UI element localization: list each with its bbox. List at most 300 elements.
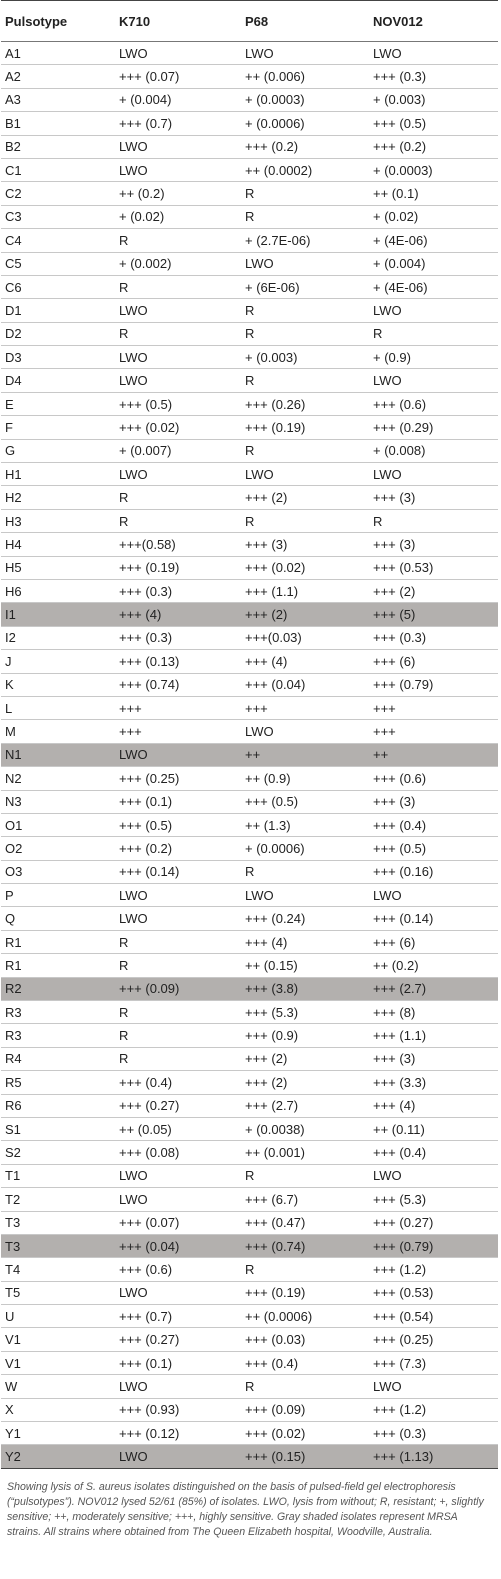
pulsotype-cell: S1 [1, 1117, 115, 1140]
pulsotype-cell: F [1, 416, 115, 439]
nov012-cell: +++ (0.3) [369, 1422, 498, 1445]
nov012-cell: +++ [369, 696, 498, 719]
table-row [1, 579, 498, 602]
k710-cell: +++ (0.02) [115, 416, 241, 439]
table-row [1, 1047, 498, 1070]
nov012-cell: ++ [369, 743, 498, 766]
k710-cell: + (0.02) [115, 205, 241, 228]
k710-cell: LWO [115, 1375, 241, 1398]
p68-cell: ++ (0.15) [241, 954, 369, 977]
table-row [1, 1445, 498, 1468]
k710-cell: LWO [115, 463, 241, 486]
p68-cell: +++ (3.8) [241, 977, 369, 1000]
p68-cell: +++ (0.74) [241, 1234, 369, 1257]
p68-cell: + (0.0006) [241, 837, 369, 860]
k710-cell: LWO [115, 42, 241, 65]
k710-cell: +++ (0.6) [115, 1258, 241, 1281]
p68-cell: +++ (2) [241, 1071, 369, 1094]
table-row [1, 1422, 498, 1445]
k710-cell: R [115, 954, 241, 977]
k710-cell: +++ (0.5) [115, 392, 241, 415]
nov012-cell: +++ (0.79) [369, 673, 498, 696]
k710-cell: R [115, 1024, 241, 1047]
pulsotype-cell: D1 [1, 299, 115, 322]
table-row [1, 1211, 498, 1234]
k710-cell: +++ (0.07) [115, 65, 241, 88]
p68-cell: + (6E-06) [241, 275, 369, 298]
p68-cell: +++ (0.26) [241, 392, 369, 415]
p68-cell: +++ (4) [241, 650, 369, 673]
p68-cell: + (0.0003) [241, 88, 369, 111]
k710-cell: R [115, 229, 241, 252]
k710-cell: +++ (0.19) [115, 556, 241, 579]
table-row [1, 509, 498, 532]
table-row [1, 416, 498, 439]
k710-cell: +++ (0.27) [115, 1094, 241, 1117]
pulsotype-cell: L [1, 696, 115, 719]
k710-cell: LWO [115, 907, 241, 930]
p68-cell: + (2.7E-06) [241, 229, 369, 252]
k710-cell: LWO [115, 1188, 241, 1211]
table-row [1, 626, 498, 649]
nov012-cell: +++ (0.4) [369, 813, 498, 836]
p68-cell: R [241, 299, 369, 322]
nov012-cell: +++ (0.6) [369, 767, 498, 790]
p68-cell: +++ (0.4) [241, 1351, 369, 1374]
k710-cell: +++ [115, 696, 241, 719]
pulsotype-cell: V1 [1, 1328, 115, 1351]
k710-cell: +++ (0.25) [115, 767, 241, 790]
p68-cell: ++ (0.001) [241, 1141, 369, 1164]
table-row [1, 205, 498, 228]
k710-cell: R [115, 1001, 241, 1024]
table-row [1, 229, 498, 252]
k710-cell: + (0.004) [115, 88, 241, 111]
pulsotype-cell: O1 [1, 813, 115, 836]
pulsotype-cell: C5 [1, 252, 115, 275]
k710-cell: + (0.007) [115, 439, 241, 462]
pulsotype-cell: W [1, 1375, 115, 1398]
table-row [1, 696, 498, 719]
pulsotype-cell: Y2 [1, 1445, 115, 1468]
p68-cell: +++ (0.19) [241, 416, 369, 439]
k710-cell: LWO [115, 369, 241, 392]
nov012-cell: +++ [369, 720, 498, 743]
nov012-cell: + (0.004) [369, 252, 498, 275]
nov012-cell: + (4E-06) [369, 229, 498, 252]
nov012-cell: LWO [369, 1375, 498, 1398]
p68-cell: +++ (2) [241, 486, 369, 509]
k710-cell: R [115, 322, 241, 345]
nov012-cell: R [369, 509, 498, 532]
p68-cell: +++ (2) [241, 1047, 369, 1070]
pulsotype-cell: D4 [1, 369, 115, 392]
p68-cell: LWO [241, 42, 369, 65]
pulsotype-cell: R4 [1, 1047, 115, 1070]
table-row [1, 650, 498, 673]
pulsotype-cell: P [1, 884, 115, 907]
k710-cell: +++ (0.74) [115, 673, 241, 696]
pulsotype-cell: C6 [1, 275, 115, 298]
pulsotype-cell: I1 [1, 603, 115, 626]
nov012-cell: + (0.003) [369, 88, 498, 111]
nov012-cell: +++ (0.3) [369, 65, 498, 88]
table-row [1, 1305, 498, 1328]
nov012-cell: + (0.02) [369, 205, 498, 228]
pulsotype-cell: I2 [1, 626, 115, 649]
p68-cell: + (0.0006) [241, 112, 369, 135]
k710-cell: +++ (0.3) [115, 626, 241, 649]
k710-cell: +++ (0.3) [115, 579, 241, 602]
table-row [1, 1001, 498, 1024]
pulsotype-cell: E [1, 392, 115, 415]
p68-cell: +++ (3) [241, 533, 369, 556]
nov012-cell: +++ (0.6) [369, 392, 498, 415]
nov012-cell: +++ (0.16) [369, 860, 498, 883]
nov012-cell: +++ (0.53) [369, 1281, 498, 1304]
p68-cell: ++ (1.3) [241, 813, 369, 836]
p68-cell: R [241, 1258, 369, 1281]
pulsotype-cell: A1 [1, 42, 115, 65]
pulsotype-cell: C3 [1, 205, 115, 228]
table-row [1, 158, 498, 181]
p68-cell: +++ (0.03) [241, 1328, 369, 1351]
table-row [1, 299, 498, 322]
nov012-cell: +++ (1.2) [369, 1398, 498, 1421]
nov012-cell: LWO [369, 463, 498, 486]
table-row [1, 1024, 498, 1047]
nov012-cell: +++ (4) [369, 1094, 498, 1117]
table-row [1, 1234, 498, 1257]
pulsotype-cell: H6 [1, 579, 115, 602]
nov012-cell: +++ (0.79) [369, 1234, 498, 1257]
k710-cell: LWO [115, 743, 241, 766]
table-row [1, 907, 498, 930]
k710-cell: LWO [115, 1164, 241, 1187]
table-row [1, 463, 498, 486]
table-row [1, 88, 498, 111]
k710-cell: LWO [115, 884, 241, 907]
table-row [1, 1351, 498, 1374]
pulsotype-cell: V1 [1, 1351, 115, 1374]
pulsotype-cell: S2 [1, 1141, 115, 1164]
nov012-cell: +++ (6) [369, 650, 498, 673]
k710-cell: LWO [115, 158, 241, 181]
table-row [1, 392, 498, 415]
p68-cell: R [241, 860, 369, 883]
lysis-table [1, 0, 498, 1469]
k710-cell: +++ (0.1) [115, 1351, 241, 1374]
table-row [1, 112, 498, 135]
header-row [1, 1, 498, 42]
column-header-k710: K710 [115, 1, 241, 42]
table-row [1, 556, 498, 579]
p68-cell: +++ (6.7) [241, 1188, 369, 1211]
pulsotype-cell: R6 [1, 1094, 115, 1117]
table-row [1, 1281, 498, 1304]
nov012-cell: LWO [369, 369, 498, 392]
k710-cell: +++ (0.08) [115, 1141, 241, 1164]
nov012-cell: ++ (0.2) [369, 954, 498, 977]
p68-cell: R [241, 1164, 369, 1187]
pulsotype-cell: H5 [1, 556, 115, 579]
nov012-cell: +++ (1.13) [369, 1445, 498, 1468]
pulsotype-cell: R1 [1, 954, 115, 977]
p68-cell: ++ (0.006) [241, 65, 369, 88]
p68-cell: +++ (0.04) [241, 673, 369, 696]
pulsotype-cell: H4 [1, 533, 115, 556]
p68-cell: +++ [241, 696, 369, 719]
nov012-cell: +++ (3.3) [369, 1071, 498, 1094]
table-row [1, 1117, 498, 1140]
table-row [1, 790, 498, 813]
nov012-cell: +++ (3) [369, 790, 498, 813]
pulsotype-cell: O3 [1, 860, 115, 883]
pulsotype-cell: T5 [1, 1281, 115, 1304]
k710-cell: + (0.002) [115, 252, 241, 275]
pulsotype-cell: H2 [1, 486, 115, 509]
nov012-cell: + (0.9) [369, 346, 498, 369]
table-row [1, 1094, 498, 1117]
pulsotype-cell: B1 [1, 112, 115, 135]
k710-cell: +++ (0.5) [115, 813, 241, 836]
p68-cell: +++ (0.09) [241, 1398, 369, 1421]
pulsotype-cell: T1 [1, 1164, 115, 1187]
table-row [1, 275, 498, 298]
table-row [1, 1398, 498, 1421]
k710-cell: +++ (0.14) [115, 860, 241, 883]
table-row [1, 860, 498, 883]
nov012-cell: +++ (2.7) [369, 977, 498, 1000]
table-row [1, 884, 498, 907]
p68-cell: ++ (0.9) [241, 767, 369, 790]
pulsotype-cell: A2 [1, 65, 115, 88]
k710-cell: ++ (0.2) [115, 182, 241, 205]
table-row [1, 42, 498, 65]
k710-cell: +++ (0.27) [115, 1328, 241, 1351]
k710-cell: +++ (0.1) [115, 790, 241, 813]
table-row [1, 182, 498, 205]
k710-cell: +++ (0.07) [115, 1211, 241, 1234]
nov012-cell: +++ (0.54) [369, 1305, 498, 1328]
pulsotype-cell: D2 [1, 322, 115, 345]
pulsotype-cell: D3 [1, 346, 115, 369]
table-row [1, 767, 498, 790]
nov012-cell: +++ (0.5) [369, 837, 498, 860]
p68-cell: R [241, 1375, 369, 1398]
pulsotype-cell: A3 [1, 88, 115, 111]
nov012-cell: ++ (0.11) [369, 1117, 498, 1140]
p68-cell: LWO [241, 884, 369, 907]
p68-cell: +++ (1.1) [241, 579, 369, 602]
table-row [1, 954, 498, 977]
nov012-cell: +++ (5) [369, 603, 498, 626]
p68-cell: +++ (0.15) [241, 1445, 369, 1468]
pulsotype-cell: H1 [1, 463, 115, 486]
p68-cell: ++ (0.0006) [241, 1305, 369, 1328]
nov012-cell: LWO [369, 1164, 498, 1187]
pulsotype-cell: T4 [1, 1258, 115, 1281]
nov012-cell: +++ (0.14) [369, 907, 498, 930]
nov012-cell: LWO [369, 299, 498, 322]
p68-cell: R [241, 322, 369, 345]
table-row [1, 533, 498, 556]
k710-cell: +++ (0.04) [115, 1234, 241, 1257]
table-container [1, 0, 498, 1540]
pulsotype-cell: G [1, 439, 115, 462]
table-row [1, 135, 498, 158]
table-body [1, 42, 498, 1469]
column-header-p68: P68 [241, 1, 369, 42]
nov012-cell: + (4E-06) [369, 275, 498, 298]
nov012-cell: +++ (3) [369, 1047, 498, 1070]
p68-cell: LWO [241, 463, 369, 486]
k710-cell: +++ (0.4) [115, 1071, 241, 1094]
nov012-cell: +++ (0.2) [369, 135, 498, 158]
pulsotype-cell: X [1, 1398, 115, 1421]
table-row [1, 346, 498, 369]
nov012-cell: +++ (0.25) [369, 1328, 498, 1351]
table-row [1, 930, 498, 953]
table-row [1, 1258, 498, 1281]
nov012-cell: +++ (7.3) [369, 1351, 498, 1374]
table-row [1, 603, 498, 626]
table-row [1, 813, 498, 836]
p68-cell: +++ (2) [241, 603, 369, 626]
p68-cell: +++(0.03) [241, 626, 369, 649]
nov012-cell: + (0.0003) [369, 158, 498, 181]
p68-cell: + (0.0038) [241, 1117, 369, 1140]
k710-cell: +++ (0.7) [115, 112, 241, 135]
pulsotype-cell: T3 [1, 1234, 115, 1257]
pulsotype-cell: J [1, 650, 115, 673]
k710-cell: +++ (0.12) [115, 1422, 241, 1445]
k710-cell: LWO [115, 346, 241, 369]
nov012-cell: +++ (2) [369, 579, 498, 602]
p68-cell: +++ (0.02) [241, 1422, 369, 1445]
table-row [1, 1188, 498, 1211]
table-row [1, 673, 498, 696]
column-header-nov012: NOV012 [369, 1, 498, 42]
nov012-cell: +++ (3) [369, 486, 498, 509]
nov012-cell: +++ (5.3) [369, 1188, 498, 1211]
p68-cell: ++ (0.0002) [241, 158, 369, 181]
nov012-cell: +++ (8) [369, 1001, 498, 1024]
nov012-cell: +++ (0.3) [369, 626, 498, 649]
table-row [1, 1164, 498, 1187]
p68-cell: R [241, 182, 369, 205]
k710-cell: +++ (0.7) [115, 1305, 241, 1328]
k710-cell: +++ (0.2) [115, 837, 241, 860]
pulsotype-cell: C2 [1, 182, 115, 205]
nov012-cell: +++ (1.1) [369, 1024, 498, 1047]
pulsotype-cell: O2 [1, 837, 115, 860]
k710-cell: +++ (4) [115, 603, 241, 626]
nov012-cell: + (0.008) [369, 439, 498, 462]
nov012-cell: +++ (0.5) [369, 112, 498, 135]
k710-cell: R [115, 1047, 241, 1070]
nov012-cell: +++ (0.29) [369, 416, 498, 439]
pulsotype-cell: T3 [1, 1211, 115, 1234]
table-caption: Showing lysis of S. aureus isolates distinguished on the basis of pulsed-field gel electrophoresis (“pulsotypes”). NOV012 lysed 52/61 (85%) of isolates. LWO, lysis from without; R, resistant; +, slightly sensitive; ++, moderately sensitive; +++, highly sensitive. Gray shaded isolates represent MRSA strains. All strains where obtained from The Queen Elizabeth hospital, Woodville, Australia. [7, 1480, 484, 1538]
pulsotype-cell: C4 [1, 229, 115, 252]
k710-cell: LWO [115, 1281, 241, 1304]
p68-cell: +++ (0.47) [241, 1211, 369, 1234]
nov012-cell: ++ (0.1) [369, 182, 498, 205]
k710-cell: ++ (0.05) [115, 1117, 241, 1140]
pulsotype-cell: Y1 [1, 1422, 115, 1445]
pulsotype-cell: B2 [1, 135, 115, 158]
pulsotype-cell: T2 [1, 1188, 115, 1211]
table-row [1, 1328, 498, 1351]
nov012-cell: +++ (1.2) [369, 1258, 498, 1281]
pulsotype-cell: C1 [1, 158, 115, 181]
pulsotype-cell: K [1, 673, 115, 696]
k710-cell: LWO [115, 1445, 241, 1468]
nov012-cell: +++ (6) [369, 930, 498, 953]
table-row [1, 977, 498, 1000]
p68-cell: + (0.003) [241, 346, 369, 369]
p68-cell: +++ (5.3) [241, 1001, 369, 1024]
pulsotype-cell: N3 [1, 790, 115, 813]
table-row [1, 322, 498, 345]
k710-cell: +++ (0.93) [115, 1398, 241, 1421]
k710-cell: LWO [115, 135, 241, 158]
pulsotype-cell: R2 [1, 977, 115, 1000]
k710-cell: R [115, 486, 241, 509]
nov012-cell: R [369, 322, 498, 345]
pulsotype-cell: R5 [1, 1071, 115, 1094]
table-row [1, 1141, 498, 1164]
p68-cell: +++ (0.9) [241, 1024, 369, 1047]
pulsotype-cell: H3 [1, 509, 115, 532]
pulsotype-cell: R3 [1, 1001, 115, 1024]
p68-cell: +++ (0.24) [241, 907, 369, 930]
p68-cell: +++ (0.19) [241, 1281, 369, 1304]
table-row [1, 252, 498, 275]
nov012-cell: +++ (3) [369, 533, 498, 556]
table-row [1, 837, 498, 860]
table-row [1, 486, 498, 509]
p68-cell: +++ (0.5) [241, 790, 369, 813]
k710-cell: +++ (0.13) [115, 650, 241, 673]
column-header-pulsotype: Pulsotype [1, 1, 115, 42]
k710-cell: +++ (0.09) [115, 977, 241, 1000]
nov012-cell: LWO [369, 884, 498, 907]
p68-cell: LWO [241, 252, 369, 275]
pulsotype-cell: M [1, 720, 115, 743]
table-row [1, 1071, 498, 1094]
p68-cell: R [241, 439, 369, 462]
table-row [1, 65, 498, 88]
k710-cell: +++(0.58) [115, 533, 241, 556]
nov012-cell: +++ (0.4) [369, 1141, 498, 1164]
p68-cell: R [241, 205, 369, 228]
k710-cell: LWO [115, 299, 241, 322]
nov012-cell: LWO [369, 42, 498, 65]
table-row [1, 1375, 498, 1398]
p68-cell: +++ (0.02) [241, 556, 369, 579]
p68-cell: +++ (2.7) [241, 1094, 369, 1117]
table-row [1, 369, 498, 392]
p68-cell: R [241, 369, 369, 392]
pulsotype-cell: U [1, 1305, 115, 1328]
k710-cell: R [115, 930, 241, 953]
pulsotype-cell: R3 [1, 1024, 115, 1047]
nov012-cell: +++ (0.53) [369, 556, 498, 579]
table-row [1, 439, 498, 462]
pulsotype-cell: Q [1, 907, 115, 930]
